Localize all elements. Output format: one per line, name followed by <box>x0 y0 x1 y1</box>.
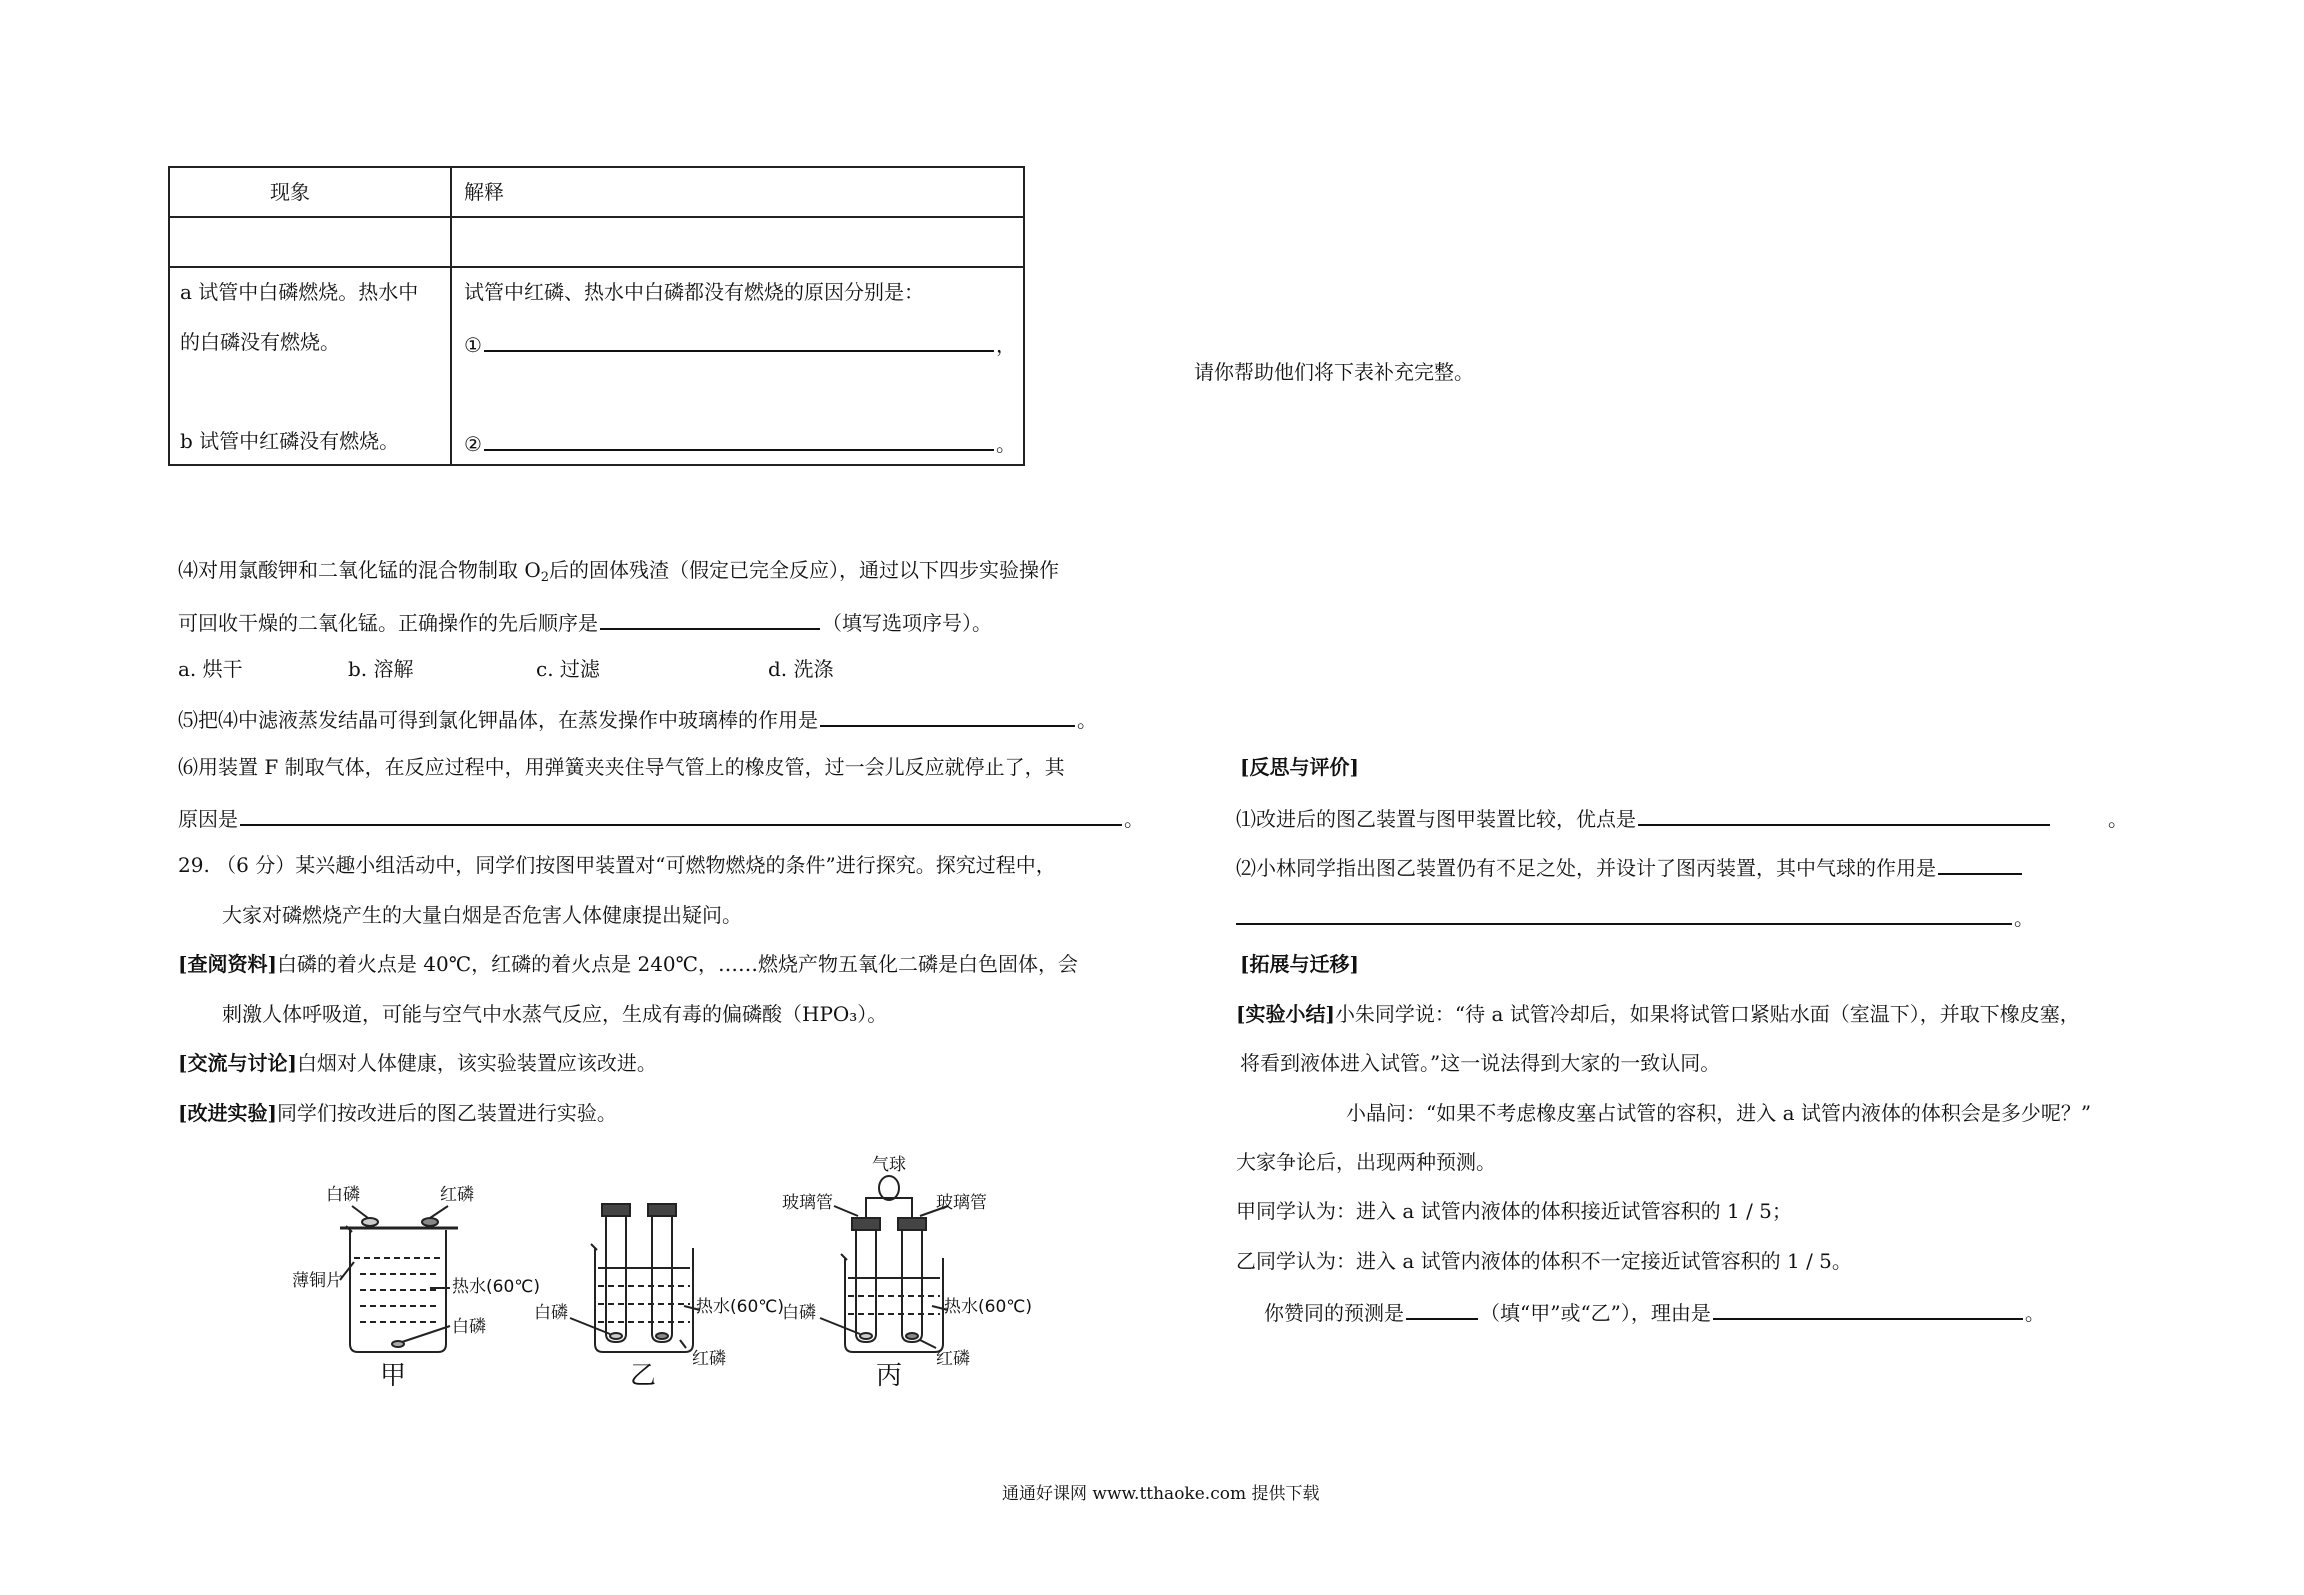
q4-line1 <box>178 558 1060 585</box>
right-note: 请你帮助他们将下表补充完整。 <box>1194 360 1474 384</box>
caption-yi: 乙 <box>630 1361 657 1391</box>
reflection-q2-blank-2[interactable] <box>1236 905 2012 925</box>
discussion-title: [交流与讨论] <box>178 1051 297 1075</box>
q4-option-c: c. 过滤 <box>536 657 600 681</box>
observation-table <box>168 166 1025 466</box>
reflection-title: [反思与评价] <box>1240 755 1359 779</box>
phenomenon-a-line1: a 试管中白磷燃烧。热水中 <box>180 280 419 304</box>
q4-option-b: b. 溶解 <box>348 657 414 681</box>
empty-cell-left <box>169 217 451 267</box>
reflection-q2-end: 。 <box>2014 906 2034 930</box>
header-explanation-text: 解释 <box>464 180 504 204</box>
yi-prediction: 乙同学认为：进入 a 试管内液体的体积不一定接近试管容积的 1 / 5。 <box>1236 1249 1852 1273</box>
q4-line1-sub: 2 <box>540 570 550 585</box>
label-hot-water-yi: 热水(60℃) <box>696 1297 784 1317</box>
beaker-yi <box>591 1204 693 1352</box>
label-glass-tube-left: 玻璃管 <box>782 1193 833 1213</box>
q4-line1-b: 后的固体残渣（假定已完全反应），通过以下四步实验操作 <box>549 558 1060 582</box>
phenomenon-b: b 试管中红磷没有燃烧。 <box>180 429 400 453</box>
reason-1 <box>464 332 1016 355</box>
summary <box>1236 1004 2080 1024</box>
reflection-q2-blank-1[interactable] <box>1938 855 2022 875</box>
q4-option-a: a. 烘干 <box>178 657 243 681</box>
agree-blank-reason[interactable] <box>1713 1300 2023 1320</box>
q4-blank[interactable] <box>600 610 820 630</box>
reflection-q2-line2 <box>1236 905 2034 928</box>
summary-line2: 将看到液体进入试管。”这一说法得到大家的一致认同。 <box>1240 1051 1721 1075</box>
reflection-q2 <box>1236 855 2024 878</box>
explanation-intro: 试管中红磷、热水中白磷都没有燃烧的原因分别是： <box>464 280 924 304</box>
q29-improve <box>178 1103 617 1123</box>
label-hot-water-jia: 热水(60℃) <box>452 1277 540 1297</box>
q6-line2-text: 原因是 <box>178 807 238 831</box>
reflection-q1-text: ⑴改进后的图乙装置与图甲装置比较，优点是 <box>1236 807 1636 831</box>
q5-blank[interactable] <box>820 707 1075 727</box>
phenomenon-a-line2: 的白磷没有燃烧。 <box>180 330 340 354</box>
footer: 通通好课网 www.tthaoke.com 提供下载 <box>1002 1484 1320 1504</box>
q29-discussion <box>178 1053 657 1073</box>
q29-line2: 大家对磷燃烧产生的大量白烟是否危害人体健康提出疑问。 <box>222 903 742 927</box>
label-white-p-bing: 白磷 <box>782 1303 816 1323</box>
q6-line1: ⑹用装置 F 制取气体，在反应过程中，用弹簧夹夹住导气管上的橡皮管，过一会儿反应就停止了，其 <box>178 755 1065 779</box>
reference-title: [查阅资料] <box>178 952 277 976</box>
header-phenomenon <box>169 167 451 217</box>
q5-end: 。 <box>1077 708 1097 732</box>
label-balloon: 气球 <box>872 1155 906 1175</box>
xiaojing-question: 小晶问：“如果不考虑橡皮塞占试管的容积，进入 a 试管内液体的体积会是多少呢？” <box>1346 1101 2092 1125</box>
label-red-p-yi: 红磷 <box>692 1349 726 1369</box>
q4-line2 <box>178 610 992 633</box>
improve-text: 同学们按改进后的图乙装置进行实验。 <box>276 1101 617 1125</box>
reference-line2: 刺激人体呼吸道，可能与空气中水蒸气反应，生成有毒的偏磷酸（HPO₃）。 <box>222 1002 888 1026</box>
reflection-q1 <box>1236 806 2128 829</box>
jia-prediction: 甲同学认为：进入 a 试管内液体的体积接近试管容积的 1 / 5； <box>1236 1199 1792 1223</box>
agree-question <box>1264 1300 2045 1323</box>
label-white-p-yi: 白磷 <box>534 1303 568 1323</box>
improve-title: [改进实验] <box>178 1101 277 1125</box>
discussion-text: 白烟对人体健康，该实验装置应该改进。 <box>296 1051 657 1075</box>
reflection-q1-end: 。 <box>2108 807 2128 831</box>
agree-end: 。 <box>2024 1301 2045 1325</box>
q6-line2 <box>178 806 1144 829</box>
reason-1-mark: ① <box>464 333 482 357</box>
caption-bing: 丙 <box>876 1361 903 1391</box>
label-copper: 薄铜片 <box>292 1271 343 1291</box>
reason-1-blank[interactable] <box>484 332 994 352</box>
reason-2-blank[interactable] <box>484 431 994 451</box>
q5 <box>178 707 1097 730</box>
summary-text: 小朱同学说：“待 a 试管冷却后，如果将试管口紧贴水面（室温下），并取下橡皮塞， <box>1334 1002 2080 1026</box>
reason-2 <box>464 431 1016 454</box>
reference-text: 白磷的着火点是 40℃，红磷的着火点是 240℃，……燃烧产物五氧化二磷是白色固体，会 <box>276 952 1079 976</box>
agree-text-a: 你赞同的预测是 <box>1264 1301 1404 1325</box>
label-red-p-jia: 红磷 <box>440 1185 474 1205</box>
label-glass-tube-right: 玻璃管 <box>936 1193 987 1213</box>
q29-reference <box>178 954 1078 974</box>
explanation-cell <box>451 267 1024 465</box>
q29-line1: 29. （6 分）某兴趣小组活动中，同学们按图甲装置对“可燃物燃烧的条件”进行探究。探究过程中， <box>178 853 1056 877</box>
summary-title: [实验小结] <box>1236 1002 1335 1026</box>
apparatus-figure <box>280 1155 1032 1391</box>
debate-text: 大家争论后，出现两种预测。 <box>1236 1150 1496 1174</box>
empty-cell-right <box>451 217 1024 267</box>
label-hot-water-bing: 热水(60℃) <box>944 1297 1032 1317</box>
beaker-bing <box>841 1176 943 1352</box>
phenomenon-cell <box>169 267 451 465</box>
reflection-q2-text: ⑵小林同学指出图乙装置仍有不足之处，并设计了图丙装置，其中气球的作用是 <box>1236 856 1936 880</box>
label-red-p-bing: 红磷 <box>936 1349 970 1369</box>
label-white-p-jia-2: 白磷 <box>452 1317 486 1337</box>
label-white-p-jia: 白磷 <box>326 1185 360 1205</box>
agree-text-b: （填“甲”或“乙”），理由是 <box>1480 1301 1711 1325</box>
q4-option-d: d. 洗涤 <box>768 657 834 681</box>
q5-text: ⑸把⑷中滤液蒸发结晶可得到氯化钾晶体，在蒸发操作中玻璃棒的作用是 <box>178 708 818 732</box>
q4-line1-a: ⑷对用氯酸钾和二氧化锰的混合物制取 O <box>178 558 541 582</box>
extension-title: [拓展与迁移] <box>1240 952 1359 976</box>
agree-blank-choice[interactable] <box>1406 1300 1478 1320</box>
q4-line2-b: （填写选项序号）。 <box>822 611 992 635</box>
q4-line2-a: 可回收干燥的二氧化锰。正确操作的先后顺序是 <box>178 611 598 635</box>
reason-2-mark: ② <box>464 432 482 456</box>
q6-end: 。 <box>1124 807 1144 831</box>
caption-jia: 甲 <box>380 1361 407 1391</box>
header-explanation <box>451 167 1024 217</box>
beaker-jia <box>340 1218 458 1352</box>
header-phenomenon-text: 现象 <box>270 180 310 204</box>
q6-blank[interactable] <box>240 806 1122 826</box>
reason-1-comma: ， <box>995 333 1016 357</box>
reflection-q1-blank[interactable] <box>1638 806 2050 826</box>
reason-2-period: 。 <box>995 432 1016 456</box>
